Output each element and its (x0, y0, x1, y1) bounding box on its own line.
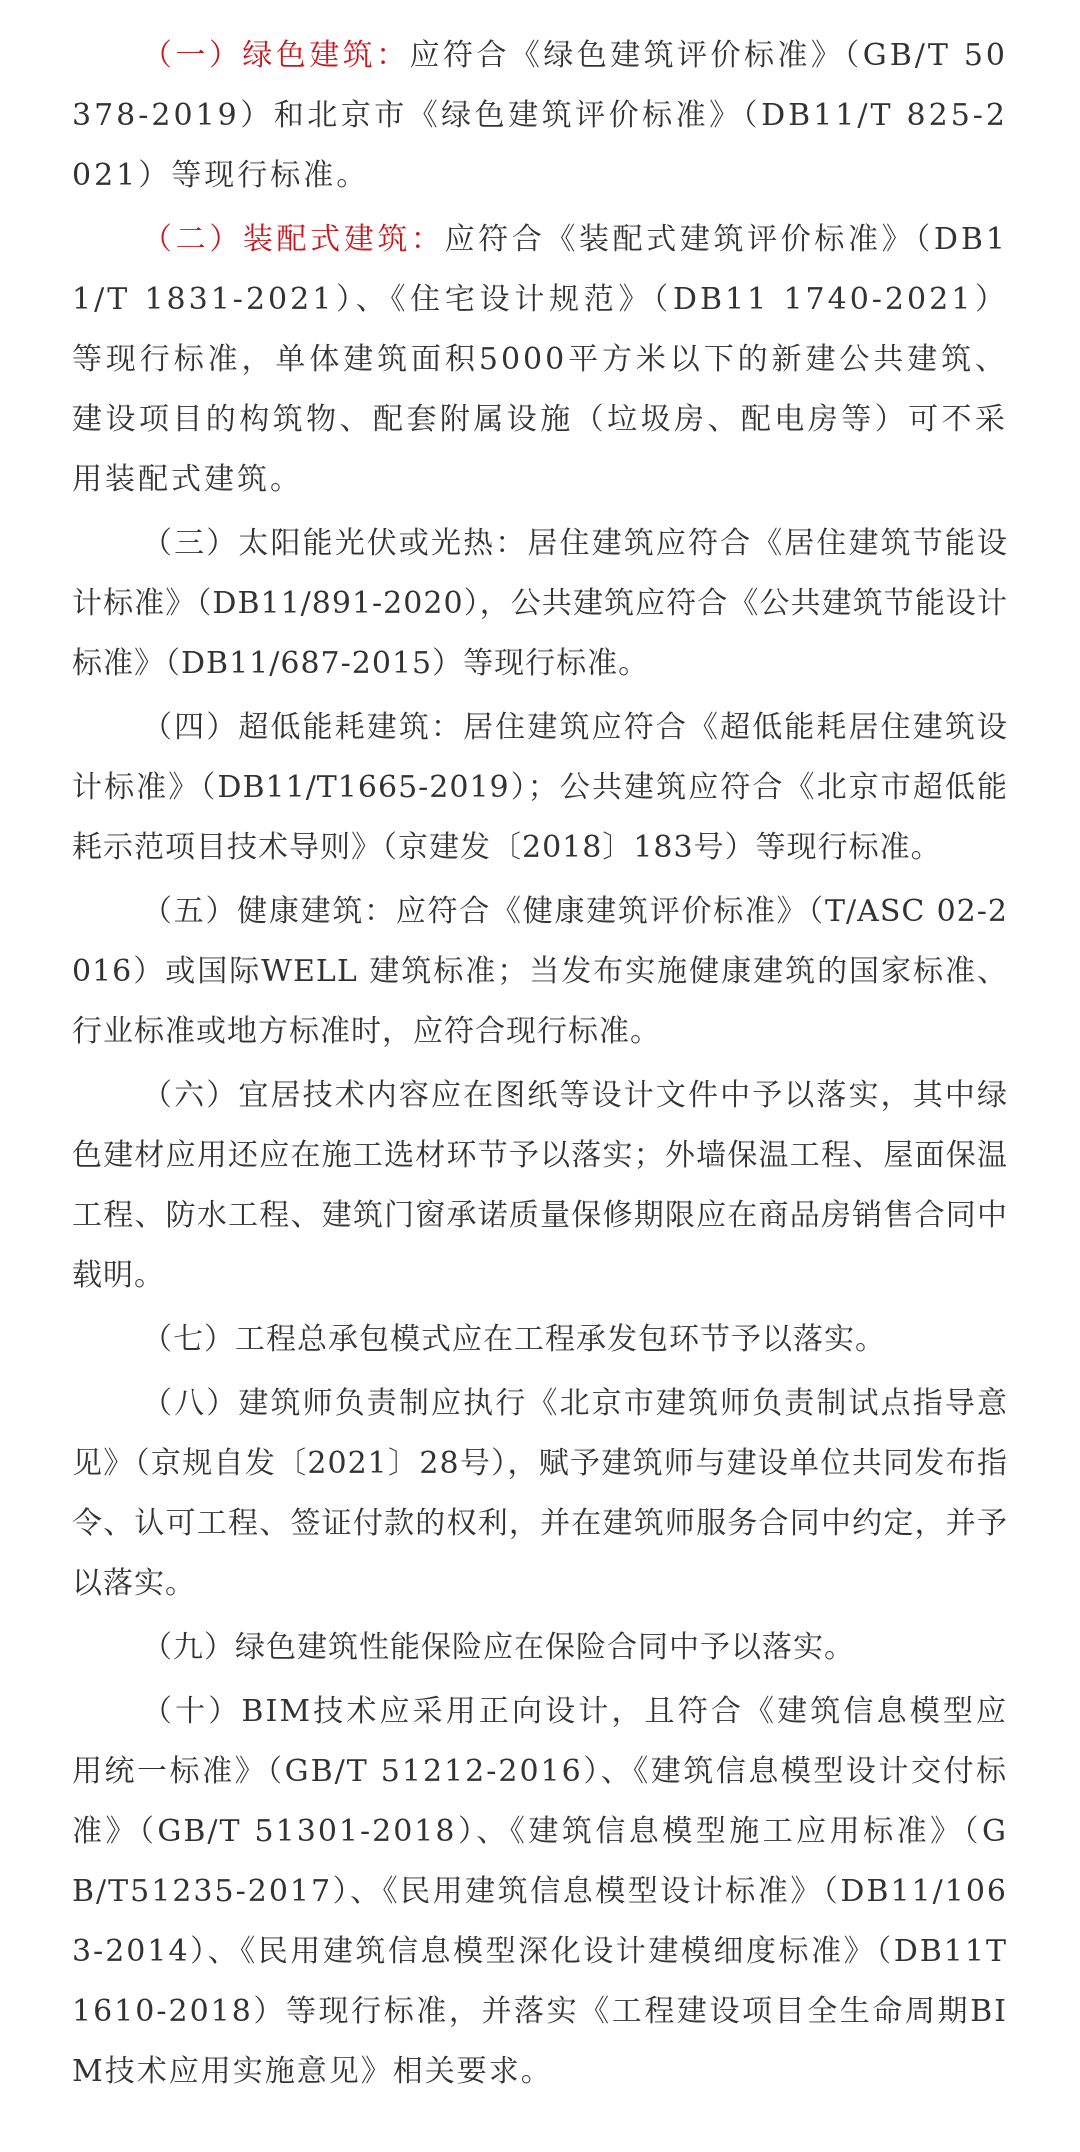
paragraph-heading: （一）绿色建筑： (142, 38, 410, 73)
paragraph-text: 应符合《绿色建筑评价标准》（GB/T 50378-2019）和北京市《绿色建筑评价标准》（DB11/T 825-2021）等现行标准。 (72, 38, 1009, 193)
paragraph-prefab-building (72, 210, 1008, 510)
paragraph-text: （五）健康建筑：应符合《健康建筑评价标准》（T/ASC 02-2016）或国际WELL 建筑标准；当发布实施健康建筑的国家标准、行业标准或地方标准时，应符合现行标准。 (72, 894, 1008, 1049)
paragraph-insurance (72, 1618, 1008, 1678)
paragraph-livable-tech (72, 1066, 1008, 1306)
paragraph-heading: （二）装配式建筑： (142, 222, 445, 257)
paragraph-text: 应符合《装配式建筑评价标准》（DB11/T 1831-2021）、《住宅设计规范》（DB11 1740-2021）等现行标准，单体建筑面积5000平方米以下的新建公共建筑、建设项目的构筑物、配套附属设施（垃圾房、配电房等）可不采用装配式建筑。 (72, 222, 1009, 497)
document-body (72, 26, 1008, 2106)
paragraph-epc-mode (72, 1310, 1008, 1370)
paragraph-text: （八）建筑师负责制应执行《北京市建筑师负责制试点指导意见》（京规自发〔2021〕28号），赋予建筑师与建设单位共同发布指令、认可工程、签证付款的权利，并在建筑师服务合同中约定，并予以落实。 (72, 1386, 1008, 1601)
paragraph-text: （三）太阳能光伏或光热：居住建筑应符合《居住建筑节能设计标准》（DB11/891-2020），公共建筑应符合《公共建筑节能设计标准》（DB11/687-2015）等现行标准。 (72, 526, 1008, 681)
paragraph-architect-responsibility (72, 1374, 1008, 1614)
paragraph-solar (72, 514, 1008, 694)
paragraph-text: （七）工程总承包模式应在工程承发包环节予以落实。 (142, 1322, 886, 1357)
paragraph-text: （十）BIM技术应采用正向设计，且符合《建筑信息模型应用统一标准》（GB/T 51212-2016）、《建筑信息模型设计交付标准》（GB/T 51301-2018）、《建筑信息模型施工应用标准》（GB/T51235-2017）、《民用建筑信息模型设计标准》（DB11/1063-2014）、《民用建筑信息模型深化设计建模细度标准》（DB11T1610-2018）等现行标准，并落实《工程建设项目全生命周期BIM技术应用实施意见》相关要求。 (72, 1694, 1008, 2089)
paragraph-bim (72, 1682, 1008, 2102)
paragraph-text: （九）绿色建筑性能保险应在保险合同中予以落实。 (142, 1630, 855, 1665)
paragraph-text: （六）宜居技术内容应在图纸等设计文件中予以落实，其中绿色建材应用还应在施工选材环节予以落实；外墙保温工程、屋面保温工程、防水工程、建筑门窗承诺质量保修期限应在商品房销售合同中载明。 (72, 1078, 1008, 1293)
paragraph-ultra-low-energy (72, 698, 1008, 878)
paragraph-text: （四）超低能耗建筑：居住建筑应符合《超低能耗居住建筑设计标准》（DB11/T1665-2019）；公共建筑应符合《北京市超低能耗示范项目技术导则》（京建发〔2018〕183号）等现行标准。 (72, 710, 1008, 865)
paragraph-healthy-building (72, 882, 1008, 1062)
paragraph-green-building (72, 26, 1008, 206)
